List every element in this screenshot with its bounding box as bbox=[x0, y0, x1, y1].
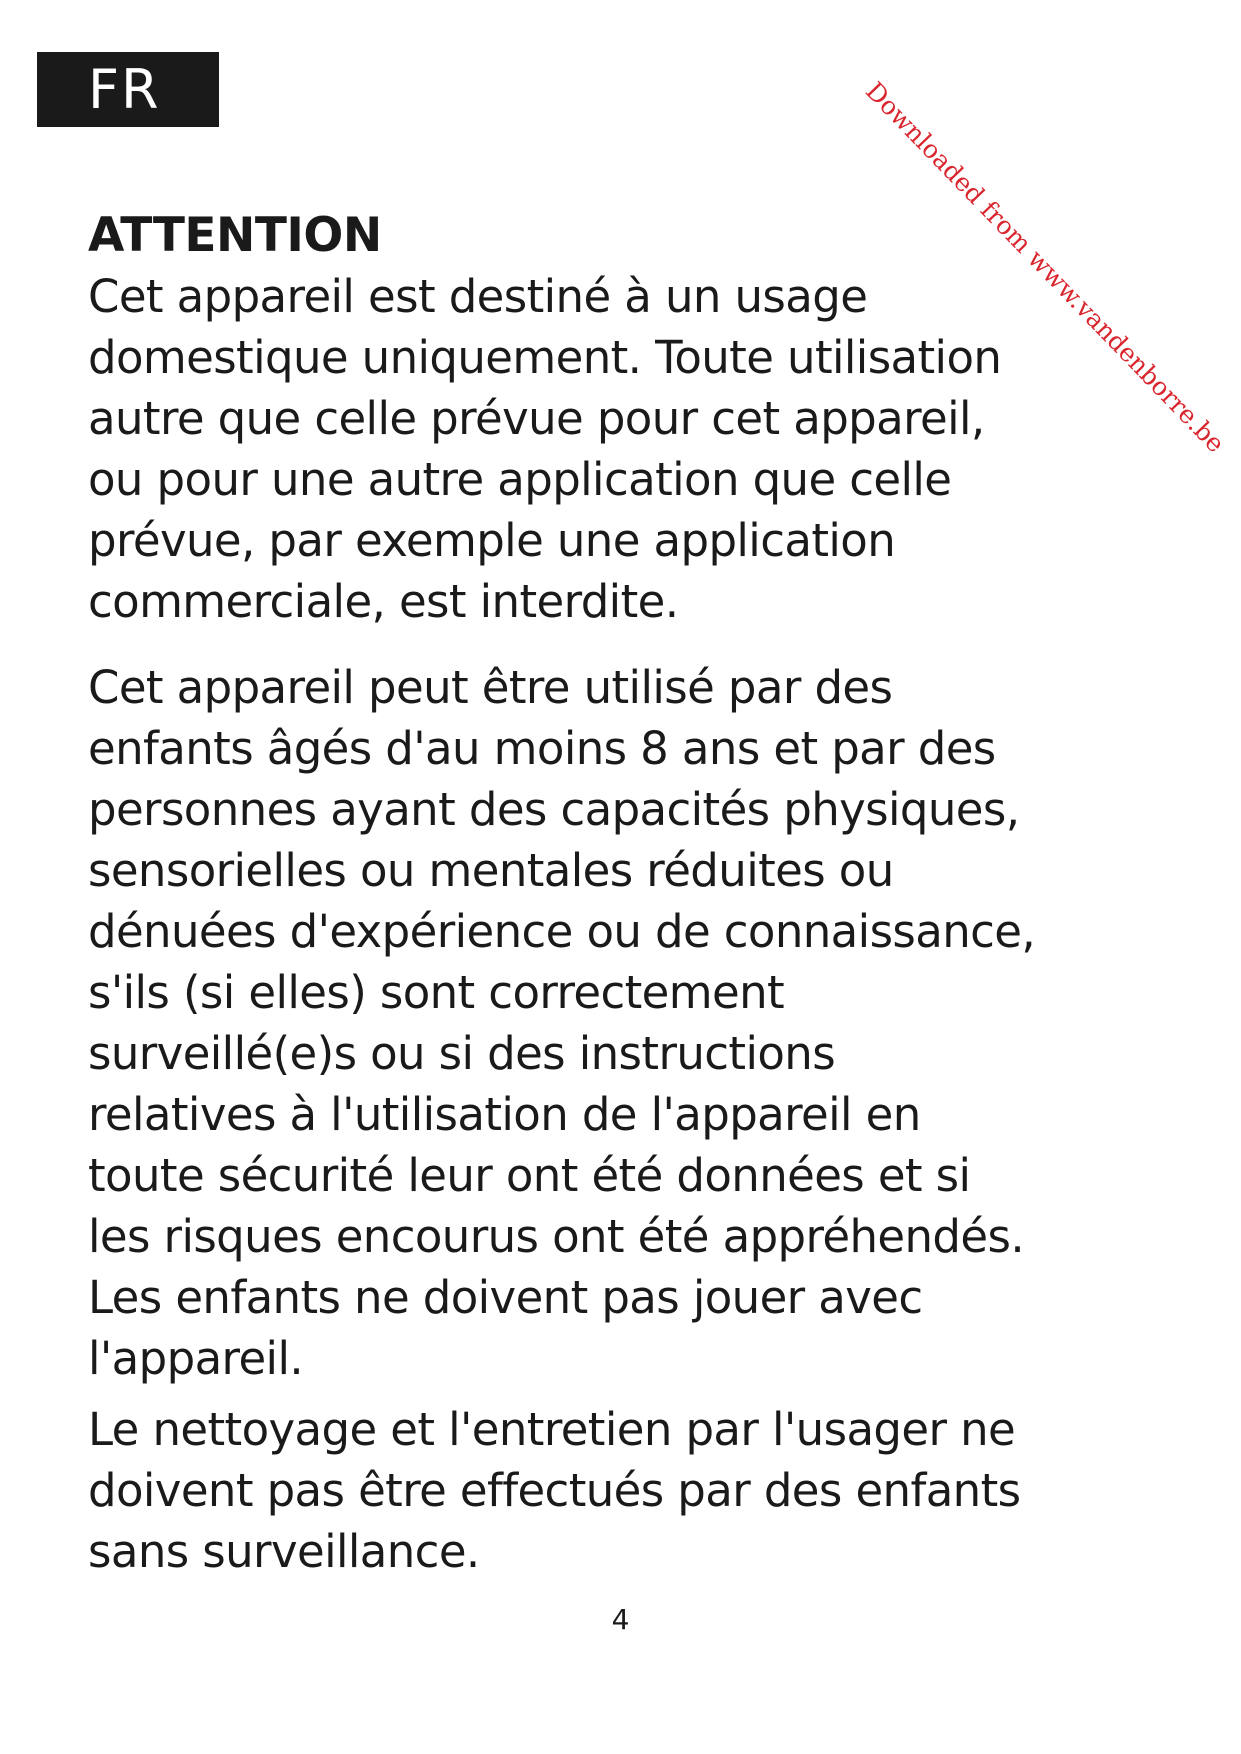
text-line: commerciale, est interdite. bbox=[88, 575, 679, 628]
text-line: l'appareil. bbox=[88, 1332, 304, 1385]
text-line: sensorielles ou mentales réduites ou bbox=[88, 844, 894, 897]
text-line: Les enfants ne doivent pas jouer avec bbox=[88, 1271, 923, 1324]
download-watermark: Downloaded from www.vandenborre.be bbox=[860, 76, 1231, 459]
text-line: sans surveillance. bbox=[88, 1525, 480, 1578]
text-line: prévue, par exemple une application bbox=[88, 514, 896, 567]
text-line: doivent pas être effectués par des enfants bbox=[88, 1464, 1021, 1517]
text-line: personnes ayant des capacités physiques, bbox=[88, 783, 1020, 836]
text-line: enfants âgés d'au moins 8 ans et par des bbox=[88, 722, 996, 775]
text-line: dénuées d'expérience ou de connaissance, bbox=[88, 905, 1036, 958]
language-badge: FR bbox=[37, 52, 219, 127]
text-line: autre que celle prévue pour cet appareil, bbox=[88, 392, 985, 445]
page-content bbox=[88, 205, 1148, 1582]
page-number: 4 bbox=[611, 1603, 630, 1636]
text-line: les risques encourus ont été appréhendés. bbox=[88, 1210, 1025, 1263]
text-line: toute sécurité leur ont été données et si bbox=[88, 1149, 971, 1202]
text-line: Le nettoyage et l'entretien par l'usager ne bbox=[88, 1403, 1016, 1456]
text-line: surveillé(e)s ou si des instructions bbox=[88, 1027, 836, 1080]
paragraph-intended-use bbox=[88, 266, 1148, 632]
paragraph-children-supervision bbox=[88, 657, 1148, 1389]
text-line: Cet appareil peut être utilisé par des bbox=[88, 661, 893, 714]
text-line: s'ils (si elles) sont correctement bbox=[88, 966, 785, 1019]
text-line: Cet appareil est destiné à un usage bbox=[88, 270, 868, 323]
text-line: relatives à l'utilisation de l'appareil en bbox=[88, 1088, 921, 1141]
section-heading: ATTENTION bbox=[88, 208, 382, 263]
text-line: ou pour une autre application que celle bbox=[88, 453, 952, 506]
text-line: domestique uniquement. Toute utilisation bbox=[88, 331, 1002, 384]
paragraph-cleaning bbox=[88, 1399, 1148, 1582]
